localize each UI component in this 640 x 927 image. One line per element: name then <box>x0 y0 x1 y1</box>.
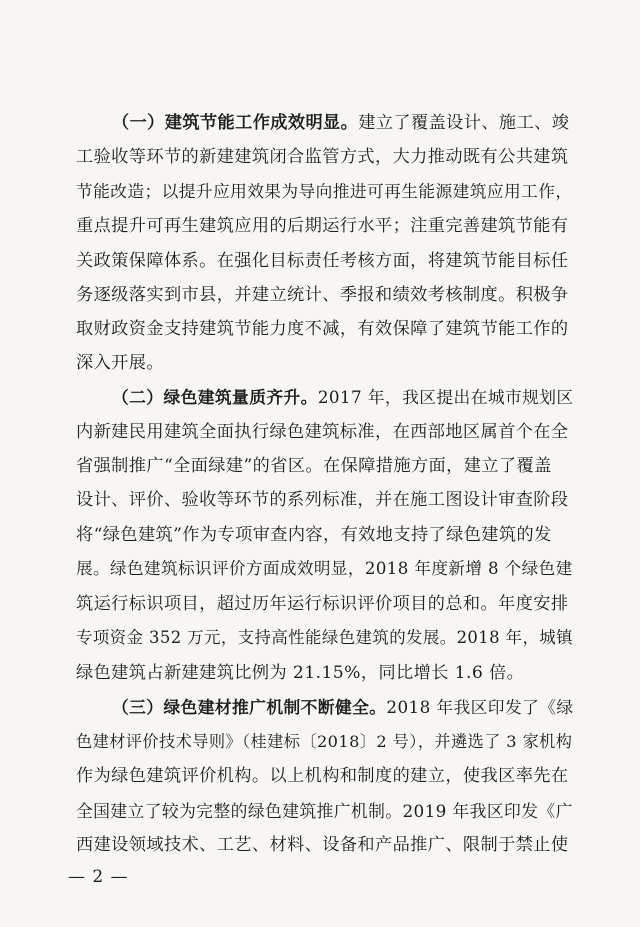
paragraph-line <box>76 729 572 755</box>
line-text: 取财政资金支持建筑节能力度不减，有效保障了建筑节能工作的 <box>76 319 569 339</box>
section-heading: （三）绿色建材推广机制不断健全。 <box>112 697 387 717</box>
line-text: 全国建立了较为完整的绿色建筑推广机制。2019 年我区印发《广 <box>76 801 573 821</box>
paragraph-line <box>76 350 164 376</box>
paragraph-line <box>76 178 572 204</box>
line-text: 筑运行标识项目，超过历年运行标识评价项目的总和。年度安排 <box>76 594 569 614</box>
paragraph-line <box>76 591 568 617</box>
line-text: 展。绿色建筑标识评价方面成效明显，2018 年度新增 8 个绿色建 <box>76 559 573 578</box>
line-text: 作为绿色建筑评价机构。以上机构和制度的建立，使我区率先在 <box>76 766 569 786</box>
line-text: 深入开展。 <box>76 353 164 373</box>
paragraph-line <box>76 487 568 513</box>
paragraph-line <box>76 556 573 582</box>
paragraph-line <box>76 763 568 789</box>
line-text: 工验收等环节的新建建筑闭合监管方式，大力推动既有公共建筑 <box>76 147 569 167</box>
paragraph-line <box>76 453 552 479</box>
line-text: 色建材评价技术导则》（桂建标〔2018〕2 号），并遴选了 3 家机构 <box>76 732 573 751</box>
line-text: 建立了覆盖设计、施工、竣 <box>358 113 570 133</box>
paragraph-line <box>76 832 568 858</box>
paragraph-line <box>76 144 568 170</box>
paragraph-line <box>76 282 568 308</box>
paragraph-line <box>76 213 568 239</box>
section-heading: （一）建筑节能工作成效明显。 <box>112 113 359 133</box>
line-text: 2018 年我区印发了《绿 <box>386 697 574 717</box>
paragraph-line <box>76 660 524 686</box>
line-text: 专项资金 352 万元，支持高性能绿色建筑的发展。2018 年，城镇 <box>76 628 573 647</box>
paragraph-line <box>76 419 568 445</box>
section-heading: （二）绿色建筑量质齐升。 <box>112 387 318 407</box>
line-text: 内新建民用建筑全面执行绿色建筑标准，在西部地区属首个在全 <box>76 422 569 442</box>
line-text: 节能改造；以提升应用效果为导向推进可再生能源建筑应用工作， <box>76 181 573 201</box>
line-text: 绿色建筑占新建建筑比例为 21.15%，同比增长 1.6 倍。 <box>76 663 525 683</box>
paragraph-line <box>76 798 573 824</box>
paragraph-line <box>76 248 568 274</box>
paragraph-first-line <box>76 384 574 410</box>
line-text: 2017 年，我区提出在城市规划区 <box>317 387 574 407</box>
line-text: 省强制推广“全面绿建”的省区。在保障措施方面，建立了覆盖 <box>76 456 552 476</box>
line-text: 西建设领域技术、工艺、材料、设备和产品推广、限制于禁止使 <box>76 835 569 855</box>
line-text: 重点提升可再生建筑应用的后期运行水平；注重完善建筑节能有 <box>76 216 569 236</box>
paragraph-line <box>76 316 568 342</box>
line-text: 将“绿色建筑”作为专项审查内容，有效地支持了绿色建筑的发 <box>76 525 552 545</box>
line-text: 务逐级落实到市县，并建立统计、季报和绩效考核制度。积极争 <box>76 285 569 305</box>
paragraph-first-line <box>76 110 569 136</box>
page-number: — 2 — <box>68 867 129 887</box>
paragraph-line <box>76 522 552 548</box>
line-text: 设计、评价、验收等环节的系列标准，并在施工图设计审查阶段 <box>76 490 569 510</box>
line-text: 关政策保障体系。在强化目标责任考核方面，将建筑节能目标任 <box>76 251 569 271</box>
paragraph-first-line <box>76 694 574 720</box>
paragraph-line <box>76 625 573 651</box>
